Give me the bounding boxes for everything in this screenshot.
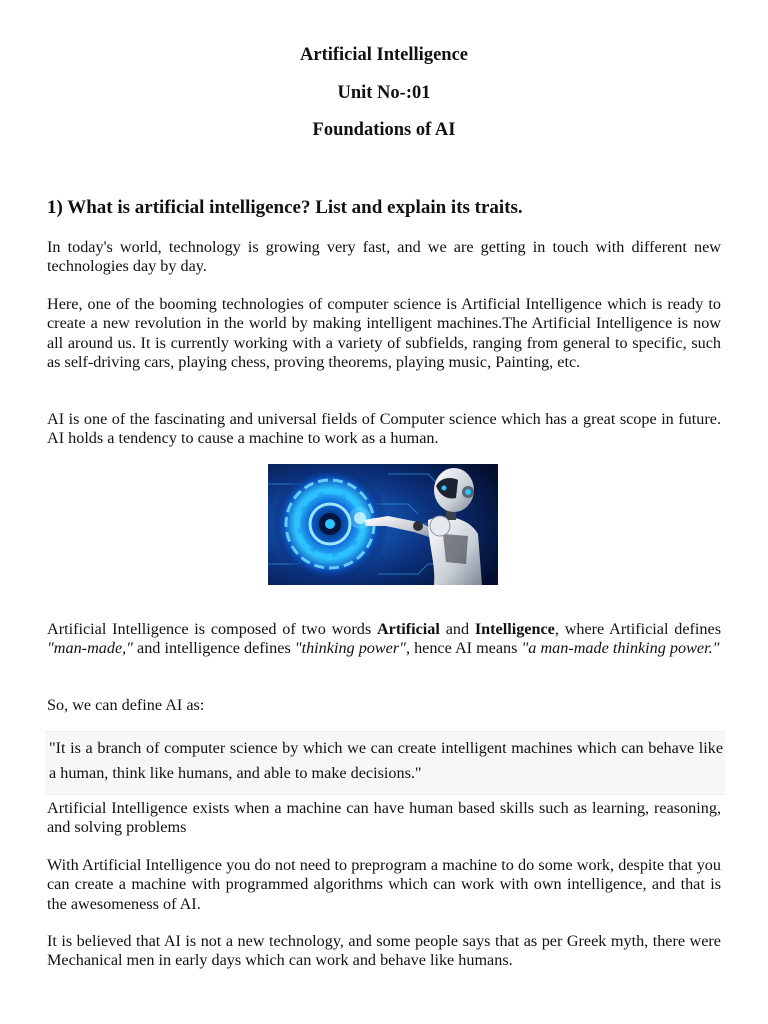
paragraph-human-skills: Artificial Intelligence exists when a machine can have human based skills such as learning, reasoning, and solving problems xyxy=(47,799,721,837)
question-heading: 1) What is artificial intelligence? List and explain its traits. xyxy=(47,197,523,218)
paragraph-greek-myth: It is believed that AI is not a new technology, and some people says that as per Greek myth, there were Mechanical men in early days which can work and behave like humans. xyxy=(47,932,721,970)
italic-thinking-power: "thinking power" xyxy=(294,639,406,658)
paragraph-booming-tech: Here, one of the booming technologies of computer science is Artificial Intelligence which is ready to create a new revolution in the world by making intelligent machines.The Artificial Intelligence is now all around us. It is currently working with a variety of subfields, ranging from general to specific, such as self-driving cars, playing chess, proving theorems, playing music, Painting, etc. xyxy=(47,295,721,371)
document-subtitle: Foundations of AI xyxy=(312,120,456,140)
text-span: , hence AI means xyxy=(405,639,522,658)
ai-robot-image xyxy=(268,464,498,585)
definition-quote: "It is a branch of computer science by which we can create intelligent machines which can behave like a human, think like humans, and able to make decisions." xyxy=(49,739,723,782)
paragraph-define-lead: So, we can define AI as: xyxy=(47,696,205,714)
text-span: and intelligence defines xyxy=(132,639,295,658)
unit-number: Unit No-:01 xyxy=(337,83,431,103)
paragraph-preprogram: With Artificial Intelligence you do not need to preprogram a machine to do some work, despite that you can create a machine with programmed algorithms which can work with own intelligence, and that is the awesomeness of AI. xyxy=(47,856,721,913)
document-title: Artificial Intelligence xyxy=(300,45,468,65)
bold-term-artificial: Artificial xyxy=(376,620,440,638)
italic-definition: "a man-made thinking power." xyxy=(521,639,720,658)
italic-man-made: "man-made," xyxy=(47,639,133,658)
text-span: , where Artificial defines xyxy=(554,620,721,638)
paragraph-intro: In today's world, technology is growing very fast, and we are getting in touch with different new technologies day by day. xyxy=(47,238,721,276)
robot-touching-digital-eye-image xyxy=(268,464,498,585)
text-span: and xyxy=(439,620,475,638)
bold-term-intelligence: Intelligence xyxy=(474,620,555,638)
text-span: Artificial Intelligence is composed of two words xyxy=(47,620,377,638)
paragraph-composition xyxy=(47,620,721,659)
paragraph-fascinating-field: AI is one of the fascinating and universal fields of Computer science which has a great scope in future. AI holds a tendency to cause a machine to work as a human. xyxy=(47,410,721,448)
